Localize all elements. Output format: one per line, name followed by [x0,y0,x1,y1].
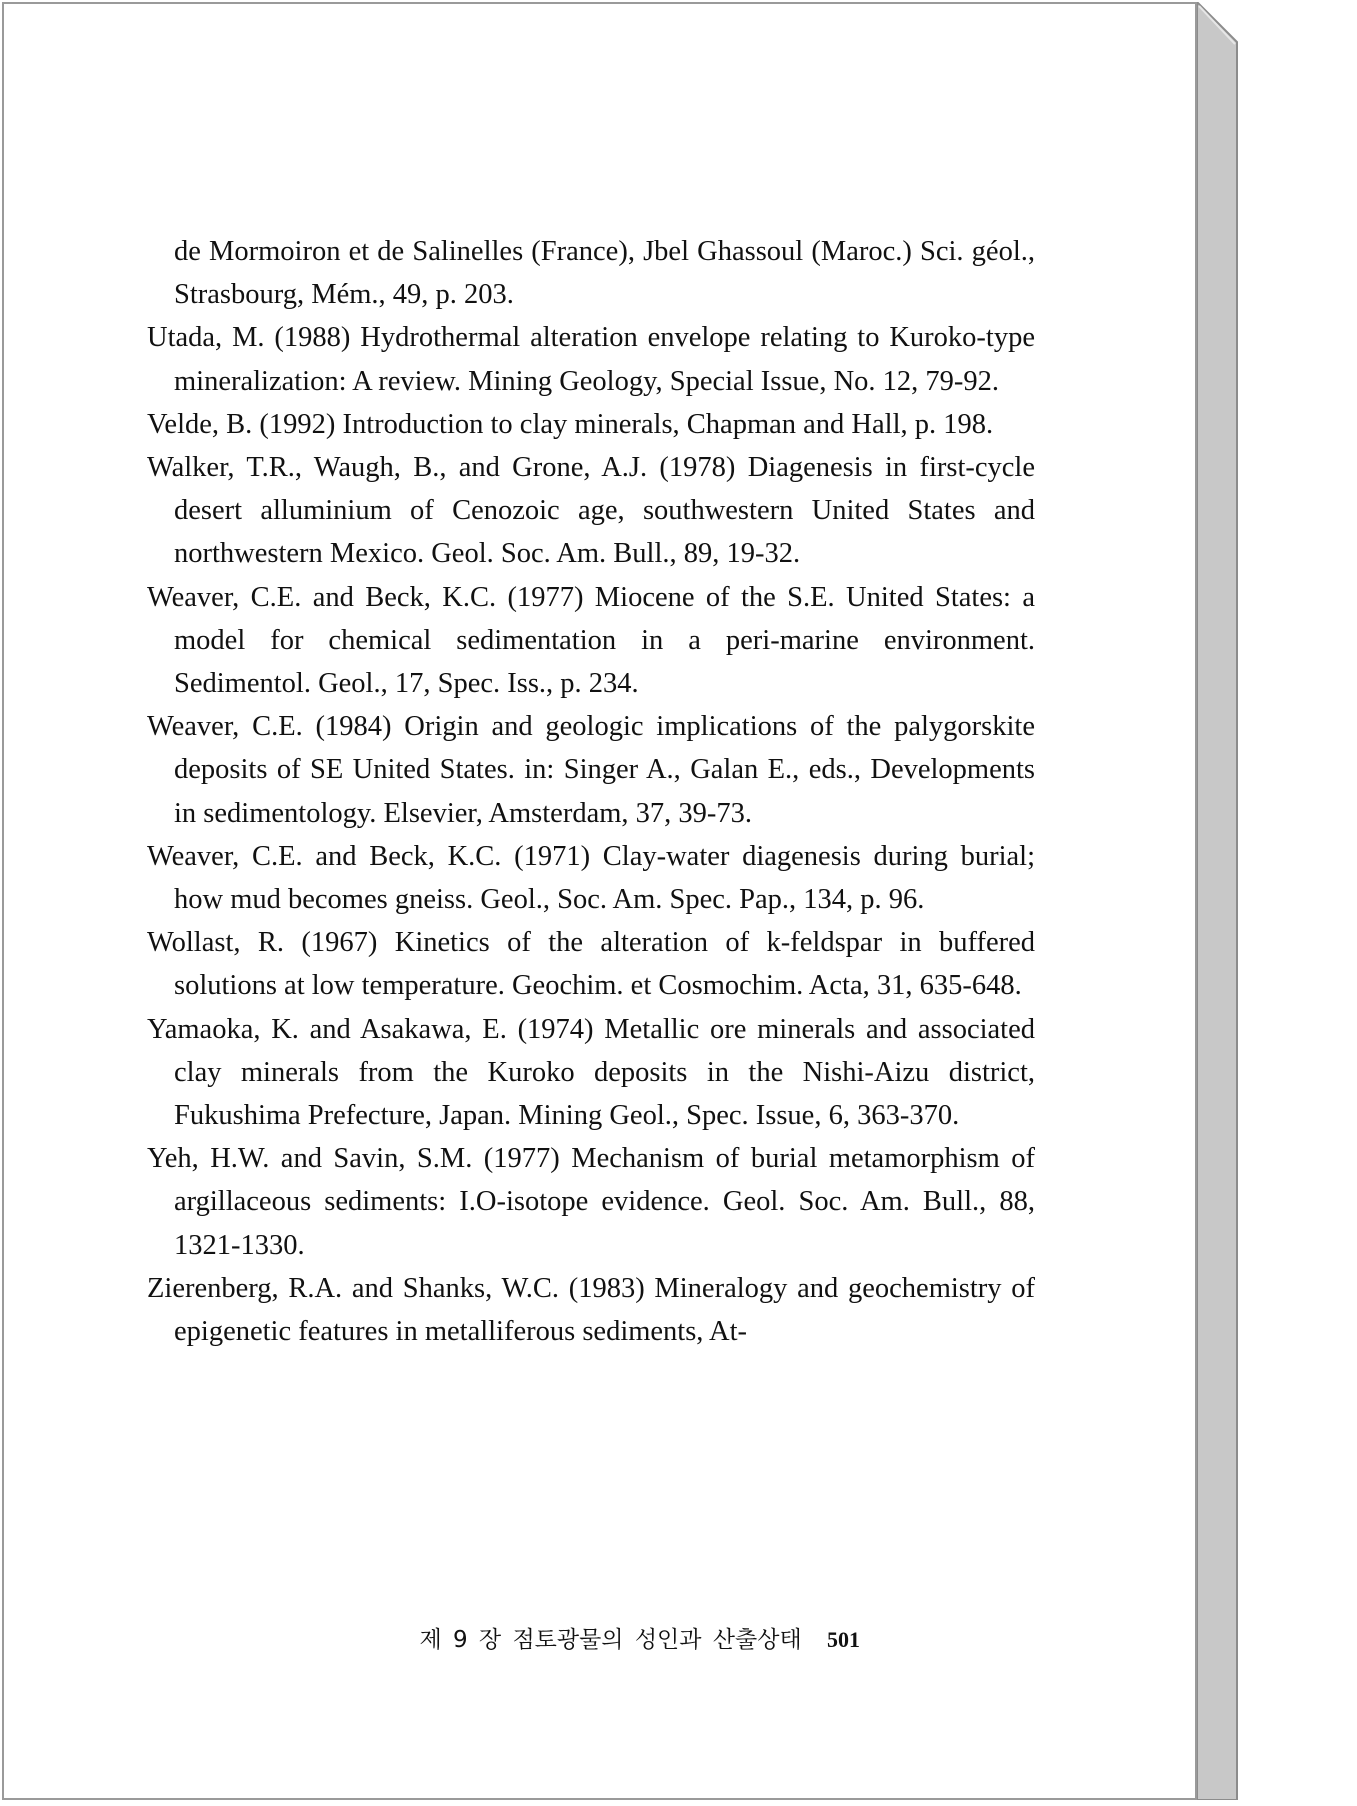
document-page [2,2,1197,1800]
reference-entry: Velde, B. (1992) Introduction to clay minerals, Chapman and Hall, p. 198. [147,408,994,440]
chapter-title: 제 9 장 점토광물의 성인과 산출상태 [419,1627,802,1653]
reference-entry: Weaver, C.E. and Beck, K.C. (1977) Miocene of the S.E. United States: a model for chemical sedimentation in a peri-marine environment. Sedimentol. Geol., 17, Spec. Iss., p. 234. [147,581,1035,700]
page-stack-edge [1197,2,1239,1800]
page-footer [419,1621,860,1654]
reference-entry: de Mormoiron et de Salinelles (France), Jbel Ghassoul (Maroc.) Sci. géol., Strasbourg, Mém., 49, p. 203. [174,236,1035,311]
page-number: 501 [827,1627,860,1652]
reference-entry: Yamaoka, K. and Asakawa, E. (1974) Metallic ore minerals and associated clay minerals from the Kuroko deposits in the Nishi-Aizu district, Fukushima Prefecture, Japan. Mining Geol., Spec. Issue, 6, 363-370. [147,1013,1035,1132]
reference-list [147,230,1035,1353]
reference-entry: Utada, M. (1988) Hydrothermal alteration envelope relating to Kuroko-type mineralization: A review. Mining Geology, Special Issue, No. 12, 79-92. [147,322,1035,397]
reference-entry: Zierenberg, R.A. and Shanks, W.C. (1983) Mineralogy and geochemistry of epigenetic features in metalliferous sediments, At- [147,1272,1035,1348]
reference-entry: Yeh, H.W. and Savin, S.M. (1977) Mechanism of burial metamorphism of argillaceous sediments: I.O-isotope evidence. Geol. Soc. Am. Bull., 88, 1321-1330. [147,1143,1035,1261]
reference-entry: Weaver, C.E. and Beck, K.C. (1971) Clay-water diagenesis during burial; how mud becomes gneiss. Geol., Soc. Am. Spec. Pap., 134, p. 96. [147,840,1035,916]
reference-entry: Wollast, R. (1967) Kinetics of the alteration of k-feldspar in buffered solutions at low temperature. Geochim. et Cosmochim. Acta, 31, 635-648. [147,927,1035,1002]
reference-entry: Weaver, C.E. (1984) Origin and geologic implications of the palygorskite deposits of SE United States. in: Singer A., Galan E., eds., Developments in sedimentology. Elsevier, Amsterdam, 37, 39-73. [147,711,1035,829]
reference-entry: Walker, T.R., Waugh, B., and Grone, A.J. (1978) Diagenesis in first-cycle desert alluminium of Cenozoic age, southwestern United States and northwestern Mexico. Geol. Soc. Am. Bull., 89, 19-32. [147,452,1035,570]
